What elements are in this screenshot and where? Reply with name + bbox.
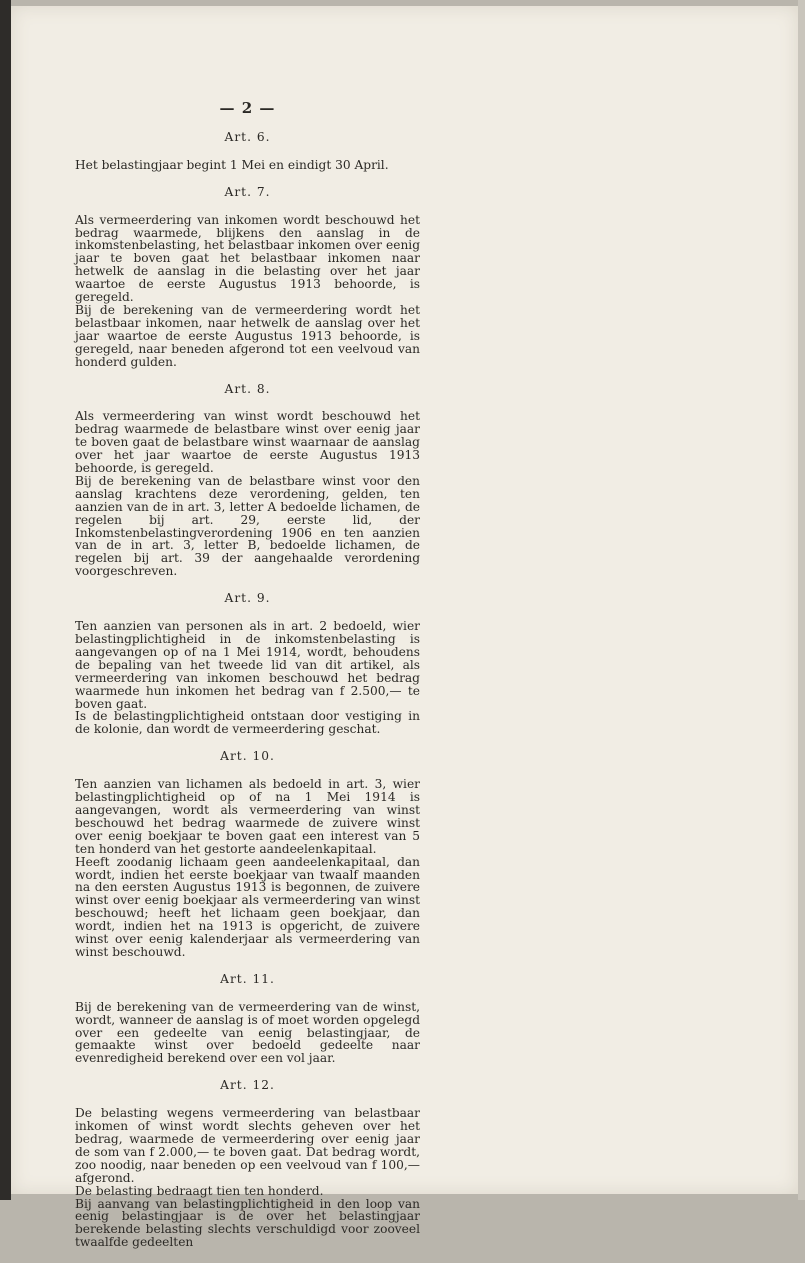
article-paragraph: Ten aanzien van lichamen als bedoeld in art. 3, wier belastingplichtigheid op of na 1 Mei 1914 is aangevangen, wordt als vermeerdering van winst beschouwd het bedrag waarmede de zuivere winst over eenig boekjaar te boven gaat een interest van 5 ten honderd van het gestorte aandeelenkapitaal.	[75, 777, 420, 856]
article-10	[75, 750, 420, 959]
article-7	[75, 186, 420, 369]
article-heading: Art. 8.	[224, 381, 271, 396]
article-8	[75, 383, 420, 579]
scanner-right-edge	[798, 0, 805, 1200]
article-paragraph: Het belastingjaar begint 1 Mei en eindigt 30 April.	[75, 157, 389, 172]
article-paragraph: Als vermeerdering van inkomen wordt beschouwd het bedrag waarmede, blijkens den aanslag in de inkomstenbelasting, het belastbaar inkomen over eenig jaar te boven gaat het belastbaar inkomen naar hetwelk de aanslag in die belasting over het jaar waartoe de eerste Augustus 1913 behoorde, is geregeld.	[75, 212, 420, 305]
document-body	[75, 99, 420, 1263]
article-paragraph: Bij de berekening van de belastbare winst voor den aanslag krachtens deze verordening, gelden, ten aanzien van de in art. 3, letter A bedoelde lichamen, de regelen bij art. 29, eerste lid, der Inkomstenbelastingverordening 1906 en ten aanzien van de in art. 3, letter B, bedoelde lichamen, de regelen bij art. 39 der aangehaalde verordening voorgeschreven.	[75, 473, 420, 579]
article-paragraph: Als vermeerdering van winst wordt beschouwd het bedrag waarmede de belastbare winst over eenig jaar te boven gaat de belastbare winst waarnaar de aanslag over het jaar waartoe de eerste Augustus 1913 behoorde, is geregeld.	[75, 409, 420, 476]
article-9	[75, 592, 420, 736]
article-heading: Art. 7.	[224, 184, 271, 199]
article-heading: Art. 11.	[220, 971, 275, 986]
article-heading: Art. 6.	[224, 129, 271, 144]
article-heading: Art. 12.	[220, 1078, 275, 1093]
article-paragraph: Bij de berekening van de vermeerdering wordt het belastbaar inkomen, naar hetwelk de aanslag over het jaar waartoe de eerste Augustus 1913 behoorde, is geregeld, naar beneden afgerond tot een veelvoud van honderd gulden.	[75, 302, 420, 369]
article-6	[75, 131, 420, 172]
article-heading: Art. 9.	[224, 591, 271, 606]
page-number: — 2 —	[219, 99, 276, 117]
article-paragraph: De belasting wegens vermeerdering van belastbaar inkomen of winst wordt slechts geheven over het bedrag, waarmede de vermeerdering over eenig jaar de som van f 2.000,— te boven gaat. Dat bedrag wordt, zoo noodig, naar beneden op een veelvoud van f 100,— afgerond.	[75, 1106, 420, 1185]
article-paragraph: Bij de berekening van de vermeerdering van de winst, wordt, wanneer de aanslag is of moet worden opgelegd over een gedeelte van eenig belastingjaar, de gemaakte winst over bedoeld gedeelte naar evenredigheid berekend over een vol jaar.	[75, 999, 420, 1066]
article-paragraph: Is de belastingplichtigheid ontstaan door vestiging in de kolonie, dan wordt de vermeerdering geschat.	[75, 709, 420, 737]
article-paragraph: De belasting bedraagt tien ten honderd.	[75, 1183, 324, 1198]
article-paragraph: Heeft zoodanig lichaam geen aandeelenkapitaal, dan wordt, indien het eerste boekjaar van twaalf maanden na den eersten Augustus 1913 is begonnen, de zuivere winst over eenig boekjaar als vermeerdering van winst beschouwd; heeft het lichaam geen boekjaar, dan wordt, indien het na 1913 is opgericht, de zuivere winst over eenig kalenderjaar als vermeerdering van winst beschouwd.	[75, 854, 420, 959]
document-page	[11, 6, 798, 1250]
scanner-left-edge	[0, 0, 11, 1200]
article-11	[75, 973, 420, 1065]
article-paragraph: Ten aanzien van personen als in art. 2 bedoeld, wier belastingplichtigheid in de inkomstenbelasting is aangevangen op of na 1 Mei 1914, wordt, behoudens de bepaling van het tweede lid van dit artikel, als vermeerdering van inkomen beschouwd het bedrag waarmede hun inkomen het bedrag van f 2.500,— te boven gaat.	[75, 619, 420, 711]
article-12	[75, 1079, 420, 1249]
article-paragraph: Bij aanvang van belastingplichtigheid in den loop van eenig belastingjaar is de over het belastingjaar berekende belasting slechts verschuldigd voor zooveel twaalfde gedeelten	[75, 1196, 420, 1250]
article-heading: Art. 10.	[220, 749, 275, 764]
